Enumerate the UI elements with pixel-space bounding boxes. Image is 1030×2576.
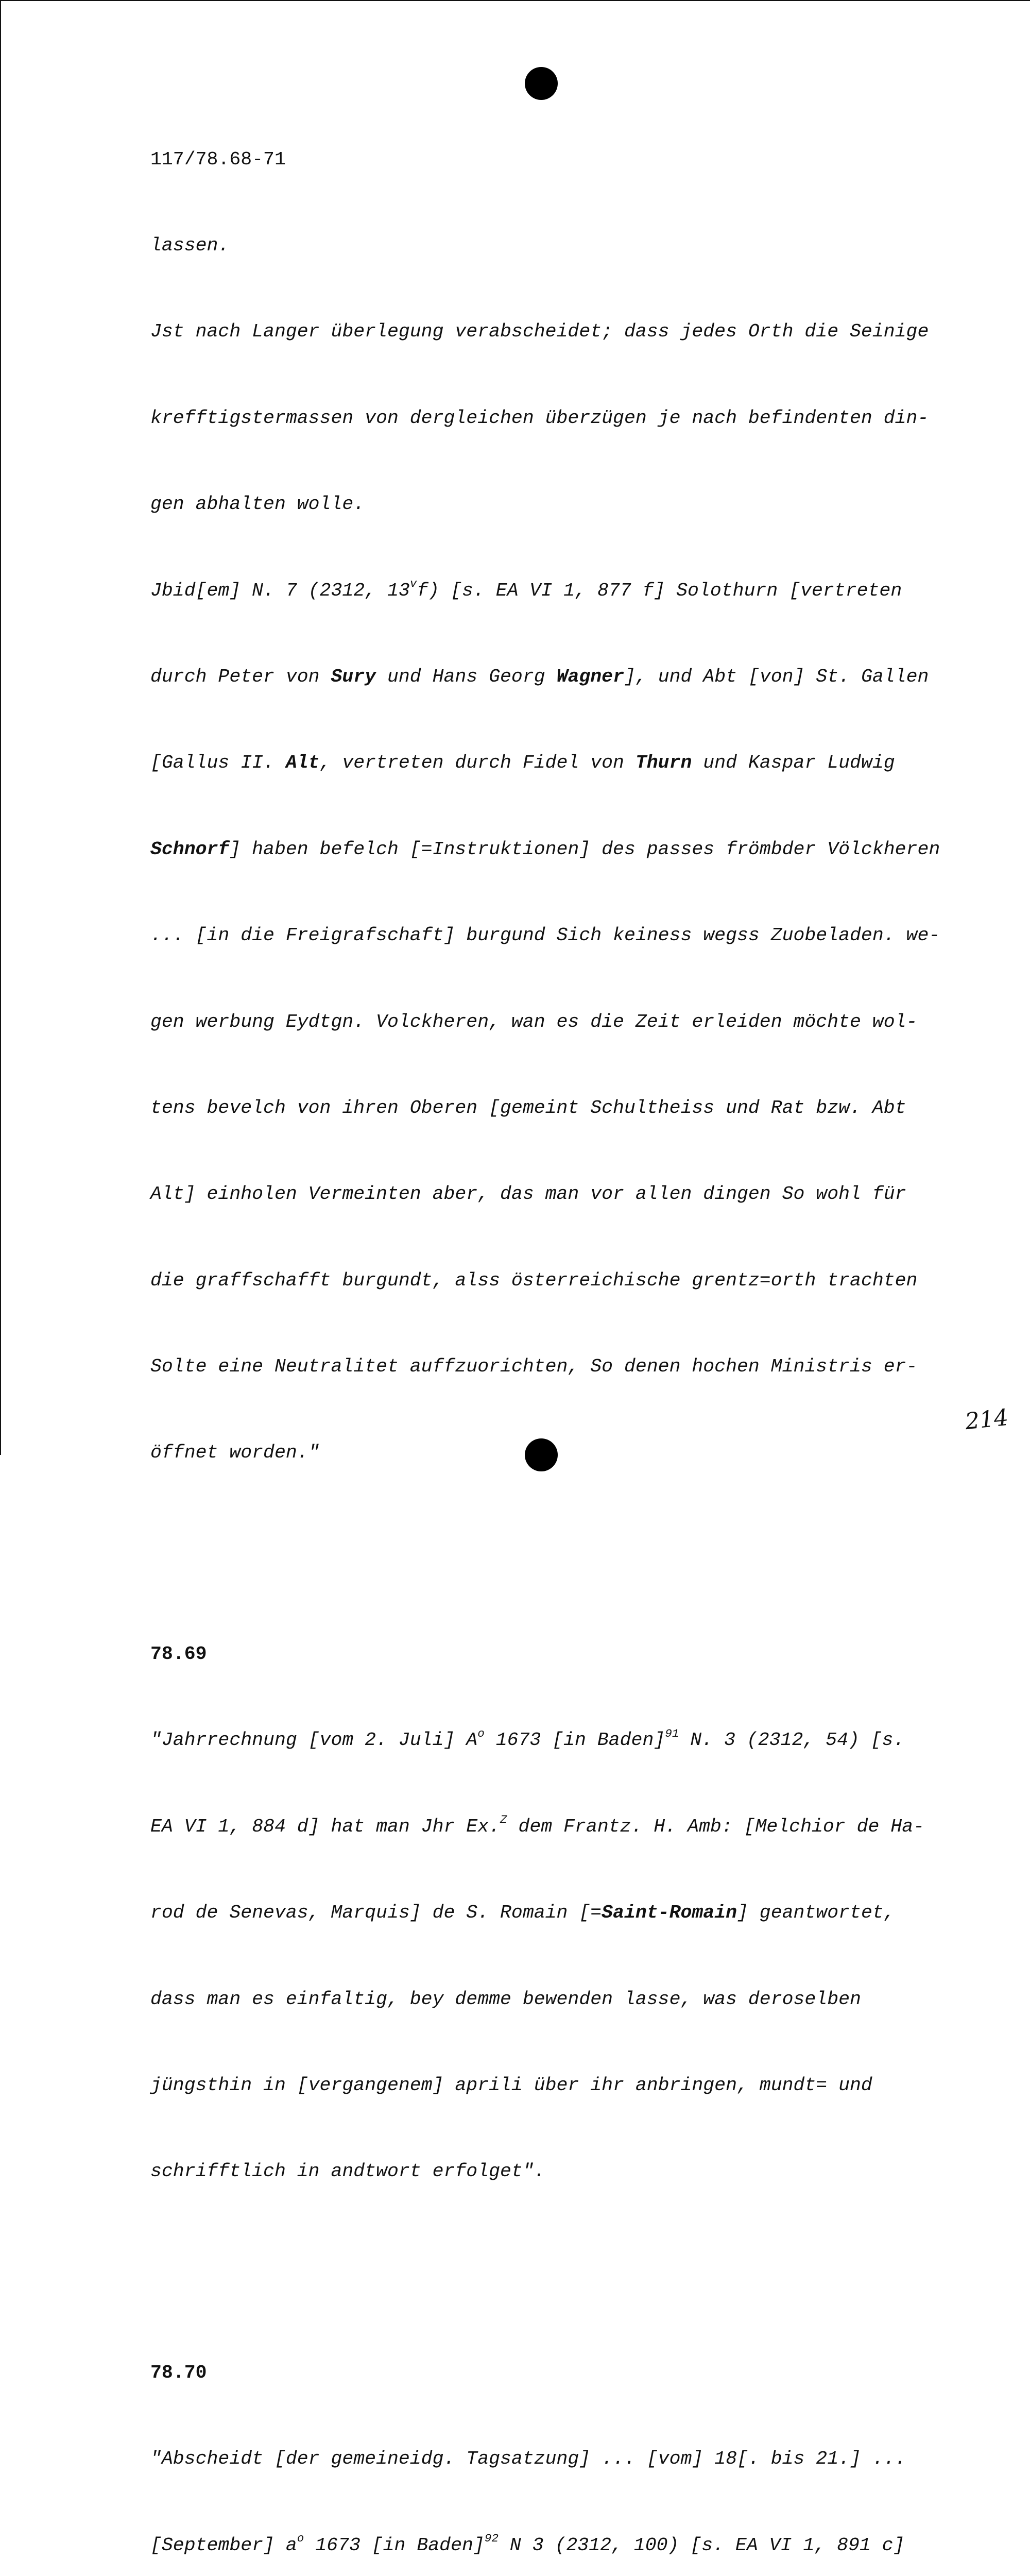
text-line: "Abscheidt [der gemeineidg. Tagsatzung] ... [vom] 18[. bis 21.] ... bbox=[150, 2448, 906, 2470]
text-line: jüngsthin in [vergangenem] aprili über ihr anbringen, mundt= und bbox=[150, 2074, 872, 2096]
text-line: [September] $a^o$ 1673 [in Baden]$^{92}$ N 3 (2312, 100) [s. EA VI 1, 891 c] bbox=[150, 2532, 905, 2556]
section-heading-78-69: 78.69 bbox=[150, 1643, 207, 1665]
text-line: krefftigstermassen von dergleichen überzügen je nach befindenten din- bbox=[150, 407, 929, 429]
text-line: gen werbung Eydtgn. Volckheren, wan es die Zeit erleiden möchte wol- bbox=[150, 1011, 918, 1032]
text-line: Solte eine Neutralitet auffzuorichten, So denen hochen Ministris er- bbox=[150, 1356, 918, 1378]
text-line: schrifftlich in andtwort erfolget". bbox=[150, 2161, 545, 2182]
section-heading-78-70: 78.70 bbox=[150, 2362, 207, 2383]
text-line: dass man es einfaltig, bey demme bewenden lasse, was deroselben bbox=[150, 1988, 861, 2010]
text-line: rod de Senevas, Marquis] de S. Romain [=Saint-Romain] geantwortet, bbox=[150, 1902, 895, 1924]
text-line: gen abhalten wolle. bbox=[150, 494, 365, 515]
text-line: Jbid[em] N. 7 (2312, 13$^v$f) [s. EA VI 1, 877 f] Solothurn [vertreten bbox=[150, 577, 902, 601]
document-body bbox=[150, 88, 954, 2576]
handwritten-page-number: 214 bbox=[964, 1404, 1010, 1435]
text-line: tens bevelch von ihren Oberen [gemeint Schultheiss und Rat bzw. Abt bbox=[150, 1097, 906, 1118]
reference-header: 117/78.68-71 bbox=[150, 148, 286, 170]
text-line: [Gallus II. Alt, vertreten durch Fidel von Thurn und Kaspar Ludwig bbox=[150, 752, 895, 774]
text-line: Jst nach Langer überlegung verabscheidet; dass jedes Orth die Seinige bbox=[150, 321, 929, 343]
text-line: Schnorf] haben befelch [=Instruktionen] des passes frömbder Völckheren bbox=[150, 838, 940, 860]
text-line: öffnet worden." bbox=[150, 1442, 320, 1464]
text-line: durch Peter von Sury und Hans Georg Wagner], und Abt [von] St. Gallen bbox=[150, 666, 929, 687]
text-line: EA VI 1, 884 d] hat man Jhr Ex.$^Z$ dem Frantz. H. Amb: [Melchior de Ha- bbox=[150, 1813, 925, 1837]
text-line: Alt] einholen Vermeinten aber, das man vor allen dingen So wohl für bbox=[150, 1183, 906, 1205]
text-line: lassen. bbox=[150, 234, 230, 256]
text-line: "Jahrrechnung [vom 2. Juli] $A^o$ 1673 [in Baden]$^{91}$ N. 3 (2312, 54) [s. bbox=[150, 1726, 905, 1751]
text-line: die graffschafft burgundt, alss österreichische grentz=orth trachten bbox=[150, 1269, 918, 1291]
text-line: ... [in die Freigrafschaft] burgund Sich keiness wegss Zuobeladen. we- bbox=[150, 925, 940, 946]
